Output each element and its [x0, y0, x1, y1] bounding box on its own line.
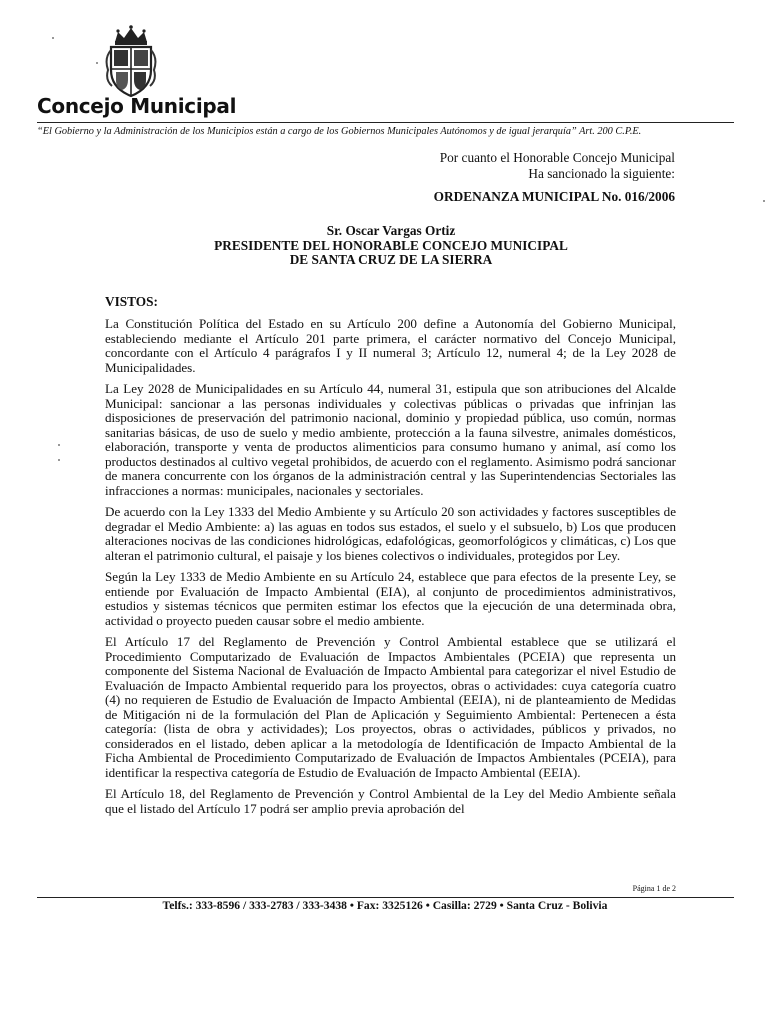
preamble — [380, 150, 675, 182]
paragraph: La Ley 2028 de Municipalidades en su Artículo 44, numeral 31, estipula que son atribuciones del Alcalde Municipal: sancionar a las personas individuales y colectivas públicas o privadas que infrinjan las disposiciones de preservación del patrimonio nacional, dominio y propiedad pública, uso común, normas sanitarias básicas, de uso de suelo y medio ambiente, protección a la fauna silvestre, animales domésticos, elaboración, transporte y venta de productos alimenticios para consumo humano y animal, así como los productos destinados al cultivo vegetal prohibidos, de acuerdo con el reglamento. Asimismo podrá sancionar de manera concurrente con los órganos de la administración central y las Superintendencias Sectoriales las infracciones a normas: municipales, nacionales y sectoriales. — [105, 381, 676, 498]
org-name: Concejo Municipal — [37, 94, 237, 118]
paragraph: La Constitución Política del Estado en su Artículo 200 define a Autonomía del Gobierno Municipal, estableciendo mediante el Artículo 201 parte primera, el carácter normativo del Concejo Municipal, concordante con el Artículo 4 parágrafos I y II numeral 3; Artículo 12, numeral 4; de la Ley 2028 de Municipalidades. — [105, 316, 676, 375]
paragraph: Según la Ley 1333 de Medio Ambiente en su Artículo 24, establece que para efectos de la presente Ley, se entiende por Evaluación de Impacto Ambiental (EIA), al conjunto de procedimientos administrativos, estudios y sistemas técnicos que permiten estimar los efectos que la ejecución de una determinada obra, actividad o proyecto pueden causar sobre el medio ambiente. — [105, 569, 676, 628]
paragraph: De acuerdo con la Ley 1333 del Medio Ambiente y su Artículo 20 son actividades y factores susceptibles de degradar el Medio Ambiente: a) las aguas en todos sus estados, el suelo y el subsuelo, b) Los que producen alteraciones nocivas de las condiciones hidrológicas, edafológicas, geomorfológicos y climáticas, c) Los que alteran el patrimonio cultural, el paisaje y los bienes colectivos o individuales, protegidos por Ley. — [105, 504, 676, 563]
scan-speck — [763, 200, 765, 202]
header-motto: “El Gobierno y la Administración de los Municipios están a cargo de los Gobiernos Municipales Autónomos y de igual jerarquía” Art. 200 C.P.E. — [37, 126, 642, 137]
scan-speck — [96, 62, 98, 64]
header-divider — [37, 122, 734, 123]
coat-of-arms-emblem — [103, 24, 159, 98]
preamble-line-1: Por cuanto el Honorable Concejo Municipal — [439, 150, 675, 165]
section-heading: VISTOS: — [105, 294, 158, 309]
paragraph: El Artículo 17 del Reglamento de Prevención y Control Ambiental establece que se utilizará el Procedimiento Computarizado de Evaluación de Impactos Ambientales (PCEIA) que representa un componente del Sistema Nacional de Evaluación de Impacto Ambiental para categorizar el nivel Estudio de Evaluación de Impacto Ambiental requerido para los proyectos, obras o actividades: cuya categoría cuatro (4) no requieren de Estudio de Evaluación de Impacto Ambiental (EEIA), ni de planteamiento de Medidas de Mitigación ni de la formulación del Plan de Aplicación y Seguimiento Ambiental: Pertenecen a ésta categoría: (lista de obra y actividades); Los proyectos, obras o actividades, públicos y privados, no considerados en el listado, deben aplicar a la metodología de Identificación de Impacto Ambiental de la Ficha Ambiental de Procedimiento Computarizado de Evaluación de Impactos Ambientales (PCEIA), para identificar la respectiva categoría de Estudio de Evaluación de Impacto Ambiental (EEIA). — [105, 634, 676, 780]
president-name: Sr. Oscar Vargas Ortiz — [326, 223, 456, 238]
footer-contact: Telfs.: 333-8596 / 333-2783 / 333-3438 • Fax: 3325126 • Casilla: 2729 • Santa Cruz - Bolivia — [162, 899, 608, 912]
president-title-line-2: DE SANTA CRUZ DE LA SIERRA — [289, 252, 493, 267]
footer-divider — [37, 897, 734, 898]
scan-speck — [52, 37, 54, 39]
scan-speck — [58, 459, 60, 461]
paragraph: El Artículo 18, del Reglamento de Prevención y Control Ambiental de la Ley del Medio Ambiente señala que el listado del Artículo 17 podrá ser amplio previa aprobación del — [105, 786, 676, 816]
page-number: Página 1 de 2 — [632, 884, 676, 893]
president-title-line-1: PRESIDENTE DEL HONORABLE CONCEJO MUNICIPAL — [214, 237, 568, 253]
scan-speck — [58, 444, 60, 446]
document-body — [105, 317, 676, 823]
president-block — [0, 224, 770, 268]
ordinance-title: ORDENANZA MUNICIPAL No. 016/2006 — [433, 189, 675, 204]
preamble-line-2: Ha sancionado la siguiente: — [528, 166, 675, 181]
